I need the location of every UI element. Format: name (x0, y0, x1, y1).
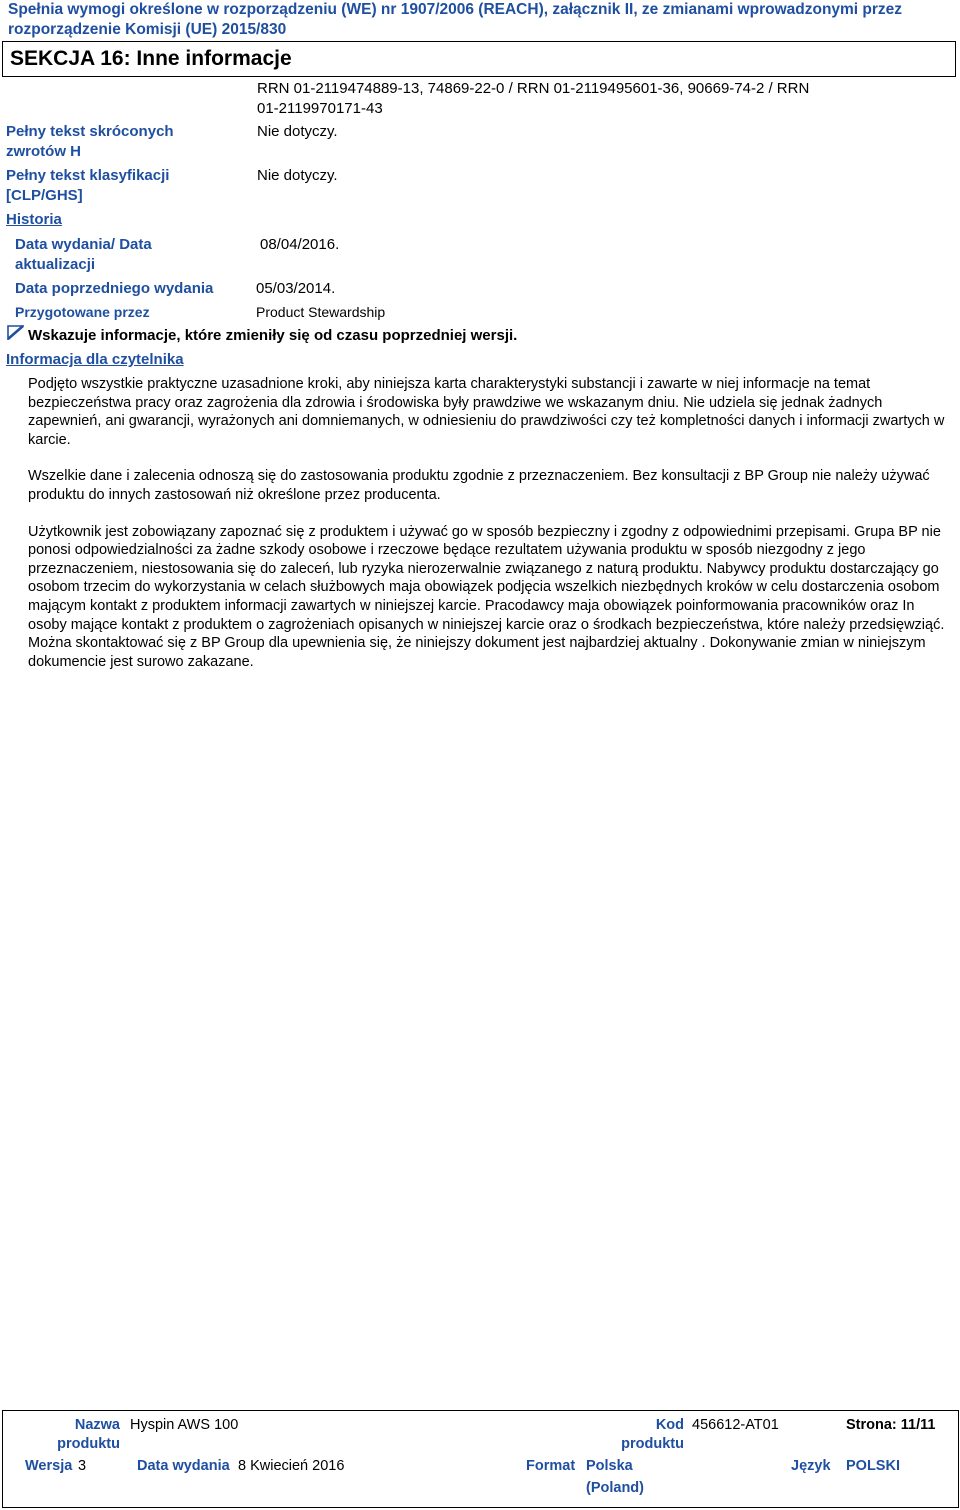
regulation-header (8, 0, 958, 40)
footer-product-name-label: Nazwa produktu (57, 1417, 120, 1452)
footer-product-code: 456612-AT01 (692, 1417, 779, 1433)
issue-date-value: 08/04/2016. (260, 236, 340, 253)
history-heading: Historia (6, 211, 62, 228)
prepared-by-value: Product Stewardship (256, 304, 386, 320)
section-title: SEKCJA 16: Inne informacje (10, 47, 292, 70)
h-statements-label: Pełny tekst skróconych zwrotów H (6, 123, 174, 160)
regulation-line-2: rozporządzenie Komisji (UE) 2015/830 (8, 21, 287, 38)
regulation-line-1: Spełnia wymogi określone w rozporządzeniu (WE) nr 1907/2006 (REACH), załącznik II, ze zmianami wprowadzonymi przez (8, 1, 903, 18)
footer-issue-date: 8 Kwiecień 2016 (238, 1458, 345, 1474)
change-note: Wskazuje informacje, które zmieniły się od czasu poprzedniej wersji. (28, 327, 518, 344)
footer-page-number: Strona: 11/11 (846, 1417, 936, 1433)
disclaimer-paragraph-1: Podjęto wszystkie praktyczne uzasadnione kroki, aby niniejsza karta charakterystyki substancji i zawarte w niej informacje na temat bezpieczeństwa pracy oraz zagrożenia dla zdrowia i środowiska były prawdziwe we wskazanym dniu. Nie udziela się jednak żadnych zapewnień, ani gwarancji, wyrażonych ani domniemanych, w odniesieniu do prawdziwości czy też kompletności danych i informacji zwartych w karcie. (28, 376, 945, 448)
issue-date-label: Data wydania/ Data aktualizacji (15, 236, 152, 273)
change-marker-icon (7, 325, 24, 340)
footer-format-value: Polska (Poland) (586, 1458, 644, 1496)
footer-issue-date-label: Data wydania (137, 1458, 230, 1474)
classification-label: Pełny tekst klasyfikacji [CLP/GHS] (6, 167, 170, 204)
disclaimer-paragraph-3: Użytkownik jest zobowiązany zapoznać się z produktem i używać go w sposób bezpieczny i zgodny z odpowiednimi przepisami. Grupa BP nie ponosi odpowiedzialności za żadne szkody osobowe i rzeczowe będące rezultatem używania produktu w sposób niezgodny z jego przeznaczeniem, niestosowania się do zaleceń, lub ryzyka nierozerwalnie związanego z naturą produktu. Nabywcy produktu dostarczający go osobom trzecim do wykorzystania w celach służbowych maja obowiązek podjęcia wszelkich niezbędnych kroków w celu dostarczenia osobom mającym kontakt z produktem informacji zawartych w niniejszej karcie. Pracodawcy maja obowiązek poinformowania pracowników oraz In osoby mające kontakt z produktem o zagrożeniach opisanych w niniejszej karcie oraz o środkach bezpieczeństwa, które należy przedsięwziąć. Można skontaktować się z BP Group dla upewnienia się, że niniejszy dokument jest najbardziej aktualny . Dokonywanie zmian w niniejszym dokumencie jest surowo zakazane. (28, 523, 945, 670)
classification-value: Nie dotyczy. (257, 167, 338, 184)
disclaimer-paragraph-2: Wszelkie dane i zalecenia odnoszą się do zastosowania produktu zgodnie z przeznaczeniem. Bez konsultacji z BP Group nie należy używać produktu do innych zastosowań niż określone przez producenta. (28, 468, 930, 503)
rrn-block (257, 79, 947, 119)
footer-format-label: Format (526, 1458, 576, 1474)
previous-date-label: Data poprzedniego wydania (15, 280, 214, 297)
disclaimer-body (28, 375, 953, 671)
footer-version-label: Wersja (25, 1458, 73, 1474)
footer-version: 3 (78, 1458, 87, 1474)
previous-date-value: 05/03/2014. (256, 280, 336, 297)
h-statements-value: Nie dotyczy. (257, 123, 338, 140)
footer-language: POLSKI (846, 1458, 900, 1474)
rrn-line-1: RRN 01-2119474889-13, 74869-22-0 / RRN 01-2119495601-36, 90669-74-2 / RRN (257, 80, 810, 97)
footer-product-name: Hyspin AWS 100 (130, 1417, 239, 1433)
footer-language-label: Język (791, 1458, 831, 1474)
reader-info-heading: Informacja dla czytelnika (6, 351, 184, 368)
rrn-line-2: 01-2119970171-43 (257, 100, 383, 117)
footer-product-code-label: Kod produktu (621, 1417, 684, 1452)
prepared-by-label: Przygotowane przez (15, 304, 150, 320)
